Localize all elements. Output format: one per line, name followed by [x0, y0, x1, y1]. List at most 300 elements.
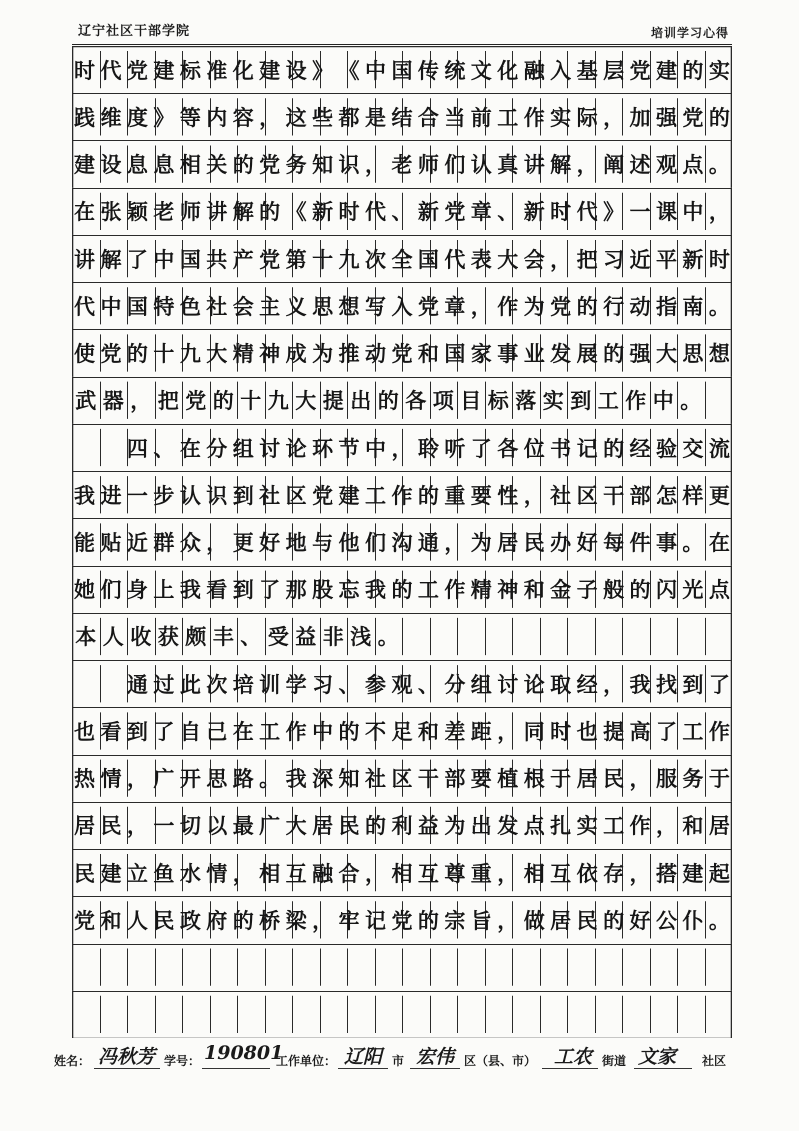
body-char: 务: [682, 766, 704, 792]
body-char: 把: [576, 246, 598, 272]
body-char: 民: [338, 813, 360, 839]
body-char: 习: [603, 246, 625, 272]
body-char: 组: [470, 671, 492, 697]
body-char: 观: [391, 671, 413, 697]
body-char: 次: [364, 246, 386, 272]
body-char: 益: [417, 813, 439, 839]
body-char: 等: [179, 104, 201, 130]
body-char: 要: [470, 766, 492, 792]
body-char: [98, 435, 123, 463]
body-char: 代: [364, 199, 386, 225]
body-char: 平: [655, 246, 677, 272]
body-char: 她: [74, 577, 95, 603]
body-char: ，: [364, 860, 386, 886]
body-char: 实: [542, 388, 564, 414]
body-char: 九: [338, 246, 360, 272]
body-char: 观: [655, 152, 677, 178]
body-char: 章: [470, 199, 492, 225]
body-char: 了: [126, 246, 148, 272]
body-char: 我: [629, 671, 651, 697]
body-char: 的: [708, 104, 730, 130]
body-char: 距: [470, 718, 492, 744]
body-char: 找: [655, 671, 677, 697]
body-char: 部: [629, 482, 651, 508]
body-char: 作: [629, 813, 651, 839]
body-char: 好: [259, 530, 281, 555]
body-char: 工: [497, 104, 519, 130]
body-char: 师: [179, 199, 201, 225]
body-char: 我: [179, 577, 201, 603]
body-char: 》: [153, 104, 175, 130]
body-char: 老: [153, 199, 175, 225]
body-char: 公: [655, 907, 677, 933]
body-char: 。: [682, 530, 704, 555]
body-char: 时: [550, 718, 572, 744]
body-char: 记: [364, 907, 386, 933]
body-char: 述: [629, 152, 651, 178]
body-char: 开: [179, 766, 201, 792]
body-char: 际: [576, 104, 598, 130]
body-char: 立: [126, 860, 148, 886]
street-underline: [542, 1068, 598, 1069]
body-char: 我: [364, 577, 386, 603]
body-char: 件: [629, 530, 651, 555]
body-char: 为: [470, 530, 492, 555]
body-char: 习: [312, 671, 334, 697]
body-char: 广: [153, 766, 175, 792]
body-char: ，: [259, 104, 281, 130]
body-char: 沟: [391, 530, 413, 555]
body-char: 区: [391, 766, 413, 792]
body-char: [98, 671, 123, 699]
body-char: 互: [417, 860, 439, 886]
body-char: 神: [259, 341, 281, 367]
body-line: [72, 529, 732, 557]
id-label: 学号：: [164, 1054, 201, 1068]
body-char: 行: [603, 293, 625, 319]
body-char: 看: [100, 718, 122, 744]
body-char: 取: [550, 671, 572, 697]
body-char: 身: [126, 577, 148, 603]
body-char: 相: [523, 860, 545, 886]
body-char: 想: [708, 341, 730, 367]
body-char: 。: [708, 293, 730, 319]
body-char: 仆: [682, 907, 704, 933]
body-char: 想: [338, 293, 360, 319]
body-char: 会: [232, 293, 254, 319]
body-char: 提: [322, 388, 344, 414]
body-char: 标: [487, 388, 509, 414]
body-char: 党: [550, 293, 572, 319]
body-char: 作: [625, 388, 647, 414]
body-char: 和: [682, 813, 704, 839]
body-char: 化: [497, 57, 519, 83]
body-char: 尊: [444, 860, 466, 886]
body-char: 是: [364, 104, 386, 130]
body-char: ，: [312, 907, 334, 933]
body-char: 交: [682, 435, 704, 461]
body-char: 梁: [285, 907, 307, 933]
body-char: 党: [185, 388, 207, 414]
body-char: 建: [100, 860, 122, 886]
body-char: 宗: [444, 907, 466, 933]
body-char: 本: [75, 624, 97, 650]
body-char: 部: [444, 766, 466, 792]
body-char: 人: [102, 624, 124, 650]
body-char: 区: [576, 482, 598, 508]
body-char: 、: [240, 624, 262, 650]
body-char: 四: [126, 435, 148, 461]
body-char: 更: [232, 530, 254, 555]
body-char: 听: [444, 435, 466, 461]
body-char: 老: [391, 152, 413, 178]
body-char: 中: [682, 199, 704, 225]
body-char: 作: [285, 718, 307, 744]
writing-grid: [72, 46, 732, 1038]
body-char: 真: [497, 152, 519, 178]
body-char: 的: [417, 907, 439, 933]
body-char: ，: [364, 152, 386, 178]
body-char: 作: [497, 293, 519, 319]
body-char: 知: [312, 152, 334, 178]
body-char: 度: [126, 104, 148, 130]
body-char: 入: [391, 293, 413, 319]
body-char: ，: [603, 104, 625, 130]
body-char: 把: [157, 388, 179, 414]
body-char: 大: [295, 388, 317, 414]
body-char: 新: [682, 246, 704, 272]
body-char: 加: [629, 104, 651, 130]
district-value: 宏伟: [416, 1046, 455, 1068]
body-char: 地: [285, 530, 307, 555]
body-char: 们: [444, 152, 466, 178]
body-char: 样: [682, 482, 704, 508]
body-char: 于: [708, 766, 730, 792]
body-char: 维: [100, 104, 122, 130]
body-char: 性: [497, 482, 519, 508]
body-char: 国: [126, 293, 148, 319]
body-char: 识: [338, 152, 360, 178]
body-char: 识: [206, 482, 228, 508]
body-char: 南: [682, 293, 704, 319]
body-char: 结: [391, 104, 413, 130]
body-char: 居: [550, 907, 572, 933]
body-char: 丰: [212, 624, 234, 650]
body-char: 会: [523, 246, 545, 272]
body-line: [72, 246, 732, 274]
body-char: 分: [444, 671, 466, 697]
body-line: [72, 576, 732, 604]
body-char: 事: [497, 341, 519, 367]
body-char: 当: [444, 104, 466, 130]
body-char: 国: [391, 57, 413, 83]
body-char: 标: [179, 57, 201, 83]
body-char: 利: [391, 813, 413, 839]
body-char: 己: [206, 718, 228, 744]
body-char: 共: [206, 246, 228, 272]
body-line: [72, 435, 732, 463]
city-underline: [338, 1068, 388, 1069]
body-char: 居: [312, 813, 334, 839]
body-char: 大: [206, 341, 228, 367]
body-char: ，: [497, 860, 519, 886]
body-char: 项: [432, 388, 454, 414]
body-char: 使: [74, 341, 95, 367]
body-char: 了: [259, 577, 281, 603]
body-char: 最: [232, 813, 254, 839]
body-char: 也: [576, 718, 598, 744]
body-char: 书: [550, 435, 572, 461]
body-char: 为: [312, 341, 334, 367]
body-char: 器: [102, 388, 124, 414]
body-char: ，: [550, 246, 572, 272]
body-char: 师: [417, 152, 439, 178]
body-char: 好: [576, 530, 598, 555]
body-char: 贴: [100, 530, 122, 555]
city-value: 辽阳: [344, 1046, 383, 1068]
body-char: 中: [652, 388, 674, 414]
body-char: 解: [550, 152, 572, 178]
body-char: 这: [285, 104, 307, 130]
body-char: 般: [603, 577, 625, 603]
body-char: 代: [74, 293, 95, 319]
body-char: 一: [153, 813, 175, 839]
body-char: 步: [153, 482, 175, 508]
body-char: 服: [655, 766, 677, 792]
body-line: [72, 104, 732, 132]
body-char: 位: [523, 435, 545, 461]
name-underline: [94, 1068, 160, 1069]
body-char: 十: [153, 341, 175, 367]
body-char: ，: [655, 813, 677, 839]
body-char: 的: [682, 57, 704, 83]
body-char: ，: [126, 766, 148, 792]
body-char: 关: [206, 152, 228, 178]
body-char: 政: [179, 907, 201, 933]
body-char: 在: [708, 530, 730, 555]
body-char: 次: [206, 671, 228, 697]
body-char: [72, 671, 97, 699]
body-char: 知: [338, 766, 360, 792]
body-char: 民: [603, 766, 625, 792]
body-char: 干: [603, 482, 625, 508]
body-char: 和: [417, 341, 439, 367]
body-char: 党: [417, 293, 439, 319]
body-char: 自: [179, 718, 201, 744]
body-char: 息: [126, 152, 148, 178]
body-char: 的: [338, 718, 360, 744]
body-char: 十: [240, 388, 262, 414]
body-char: 的: [212, 388, 234, 414]
body-char: 建: [338, 482, 360, 508]
body-char: 的: [232, 152, 254, 178]
body-char: 务: [285, 152, 307, 178]
body-char: 培: [232, 671, 254, 697]
body-line: [72, 718, 732, 746]
body-char: 互: [550, 860, 572, 886]
body-char: 区: [285, 482, 307, 508]
body-line: [72, 812, 732, 840]
body-char: 讲: [523, 152, 545, 178]
body-char: 足: [391, 718, 413, 744]
body-char: 建: [682, 860, 704, 886]
body-line: [72, 151, 732, 179]
id-value: 190801: [204, 1042, 284, 1064]
body-line: [72, 482, 732, 510]
body-char: 民: [74, 860, 95, 886]
body-char: 在: [74, 199, 95, 225]
body-char: 神: [497, 577, 519, 603]
body-char: 。: [708, 907, 730, 933]
body-char: 旨: [470, 907, 492, 933]
body-char: ，: [232, 860, 254, 886]
body-char: 党: [126, 57, 148, 83]
body-line: [72, 293, 732, 321]
body-char: 以: [206, 813, 228, 839]
body-char: ，: [126, 813, 148, 839]
body-char: 益: [295, 624, 317, 650]
body-char: ，: [497, 907, 519, 933]
body-char: 动: [364, 341, 386, 367]
body-char: 与: [312, 530, 334, 555]
body-char: 解: [100, 246, 122, 272]
body-char: 的: [391, 577, 413, 603]
body-char: 在: [179, 435, 201, 461]
body-char: 工: [364, 482, 386, 508]
body-char: 府: [206, 907, 228, 933]
body-char: 颇: [185, 624, 207, 650]
body-char: 起: [708, 860, 730, 886]
body-char: ，: [130, 388, 152, 414]
body-char: 。: [708, 152, 730, 178]
body-char: 到: [232, 577, 254, 603]
body-char: 获: [157, 624, 179, 650]
body-char: 上: [153, 577, 175, 603]
body-char: 参: [364, 671, 386, 697]
body-char: 股: [312, 577, 334, 603]
body-char: 国: [417, 246, 439, 272]
body-char: 社: [364, 766, 386, 792]
body-char: 强: [629, 341, 651, 367]
body-char: 重: [470, 860, 492, 886]
body-char: 党: [444, 199, 466, 225]
body-char: 讨: [497, 671, 519, 697]
body-char: 为: [444, 813, 466, 839]
body-char: 实: [708, 57, 730, 83]
body-line: [72, 57, 732, 85]
body-char: 国: [179, 246, 201, 272]
body-char: 党: [312, 482, 334, 508]
body-char: 家: [470, 341, 492, 367]
body-line: [72, 671, 732, 699]
body-char: 成: [285, 341, 307, 367]
body-char: 思: [206, 766, 228, 792]
body-char: 每: [603, 530, 625, 555]
body-char: 桥: [259, 907, 281, 933]
body-char: 闪: [655, 577, 677, 603]
body-char: 浅: [350, 624, 372, 650]
body-char: 相: [391, 860, 413, 886]
body-char: 党: [259, 246, 281, 272]
body-char: 》: [312, 57, 334, 83]
id-underline: [202, 1068, 270, 1069]
body-char: 分: [206, 435, 228, 461]
body-char: 学: [285, 671, 307, 697]
body-char: ，: [576, 152, 598, 178]
body-char: 建: [259, 57, 281, 83]
work-label: 工作单位：: [276, 1054, 337, 1068]
body-char: 写: [364, 293, 386, 319]
body-char: ，: [444, 530, 466, 555]
header-institution: 辽宁社区干部学院: [78, 24, 191, 39]
body-char: 众: [179, 530, 201, 555]
body-char: 党: [391, 341, 413, 367]
body-char: 、: [338, 671, 360, 697]
body-char: 九: [179, 341, 201, 367]
body-char: 的: [417, 482, 439, 508]
body-char: 张: [100, 199, 122, 225]
body-line: [72, 907, 732, 935]
body-char: 于: [550, 766, 572, 792]
body-char: 内: [206, 104, 228, 130]
body-char: 居: [576, 766, 598, 792]
body-char: 切: [179, 813, 201, 839]
body-char: 讲: [74, 246, 95, 272]
body-char: 设: [100, 152, 122, 178]
body-char: 和: [417, 718, 439, 744]
body-char: 的: [629, 577, 651, 603]
body-char: 社: [550, 482, 572, 508]
body-char: 工: [682, 718, 704, 744]
body-char: 的: [603, 907, 625, 933]
body-char: 们: [364, 530, 386, 555]
body-char: 组: [232, 435, 254, 461]
body-char: 实: [576, 813, 598, 839]
body-char: 融: [312, 860, 334, 886]
body-char: 一: [126, 482, 148, 508]
body-char: 忘: [338, 577, 360, 603]
body-char: 作: [523, 104, 545, 130]
body-char: 课: [655, 199, 677, 225]
body-char: 作: [391, 482, 413, 508]
body-char: 记: [576, 435, 598, 461]
body-char: 做: [523, 907, 545, 933]
body-char: 党: [391, 907, 413, 933]
body-char: 办: [550, 530, 572, 555]
body-char: 到: [126, 718, 148, 744]
body-char: 过: [153, 671, 175, 697]
body-char: 人: [126, 907, 148, 933]
body-char: 此: [179, 671, 201, 697]
body-char: 党: [259, 152, 281, 178]
body-char: 建: [153, 57, 175, 83]
body-char: 我: [74, 482, 95, 508]
body-char: 近: [126, 530, 148, 555]
body-char: 推: [338, 341, 360, 367]
body-char: 设: [285, 57, 307, 83]
body-char: 光: [682, 577, 704, 603]
body-char: 干: [417, 766, 439, 792]
body-char: 代: [444, 246, 466, 272]
body-char: 大: [285, 813, 307, 839]
body-char: 近: [629, 246, 651, 272]
body-char: 看: [206, 577, 228, 603]
body-char: 情: [100, 766, 122, 792]
body-char: 。: [259, 766, 281, 792]
body-char: 训: [259, 671, 281, 697]
body-char: 了: [470, 435, 492, 461]
body-char: 居: [74, 813, 95, 839]
